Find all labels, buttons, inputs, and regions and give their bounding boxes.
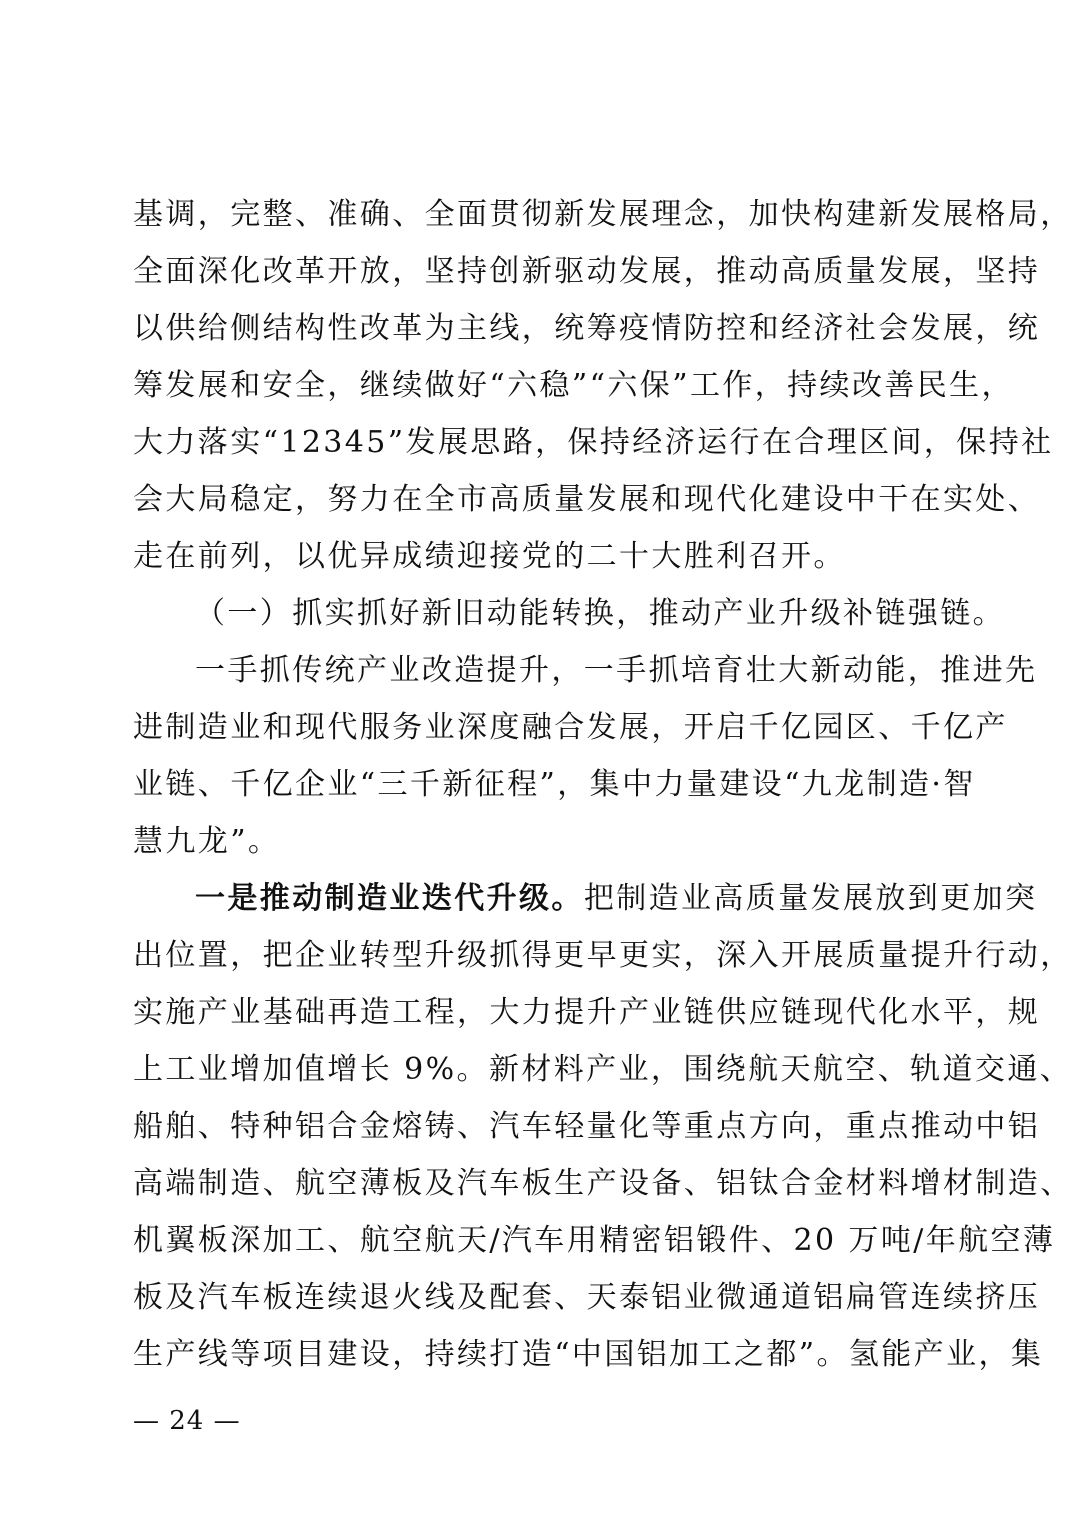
text-line: 出位置，把企业转型升级抓得更早更实，深入开展质量提升行动，: [133, 938, 1073, 973]
text-line: 业链、千亿企业“三千新征程”，集中力量建设“九龙制造·智: [133, 767, 976, 802]
text-line: 进制造业和现代服务业深度融合发展，开启千亿园区、千亿产: [133, 710, 1008, 745]
text-line: 慧九龙”。: [133, 824, 281, 859]
text-line: 大力落实“12345”发展思路，保持经济运行在合理区间，保持社: [133, 425, 1054, 460]
text-line: 以供给侧结构性改革为主线，统筹疫情防控和经济社会发展，统: [133, 311, 1041, 346]
text-line: 走在前列，以优异成绩迎接党的二十大胜利召开。: [133, 539, 846, 574]
text-line: 高端制造、航空薄板及汽车板生产设备、铝钛合金材料增材制造、: [133, 1166, 1073, 1201]
text-line: 基调，完整、准确、全面贯彻新发展理念，加快构建新发展格局，: [133, 197, 1073, 232]
text-line: 船舶、特种铝合金熔铸、汽车轻量化等重点方向，重点推动中铝: [133, 1109, 1041, 1144]
section-heading: （一）抓实抓好新旧动能转换，推动产业升级补链强链。: [195, 596, 1005, 631]
text-line: 板及汽车板连续退火线及配套、天泰铝业微通道铝扁管连续挤压: [133, 1280, 1041, 1315]
text-line: 全面深化改革开放，坚持创新驱动发展，推动高质量发展，坚持: [133, 254, 1041, 289]
text-line: 生产线等项目建设，持续打造“中国铝加工之都”。氢能产业，集: [133, 1337, 1044, 1372]
text-line: 会大局稳定，努力在全市高质量发展和现代化建设中干在实处、: [133, 482, 1041, 517]
text-line: 筹发展和安全，继续做好“六稳”“六保”工作，持续改善民生，: [133, 368, 1014, 403]
bold-lead: 一是推动制造业迭代升级。: [195, 881, 584, 916]
page-number: — 24 —: [133, 1406, 241, 1436]
text-line: 一手抓传统产业改造提升，一手抓培育壮大新动能，推进先: [195, 653, 1038, 688]
text-line: 上工业增加值增长 9%。新材料产业，围绕航天航空、轨道交通、: [133, 1052, 1073, 1087]
text-line: 机翼板深加工、航空航天/汽车用精密铝锻件、20 万吨/年航空薄: [133, 1223, 1056, 1258]
text-line: [133, 870, 1038, 927]
body-text: [133, 186, 1073, 1383]
text-line-rest: 把制造业高质量发展放到更加突: [583, 881, 1038, 916]
text-line: 实施产业基础再造工程，大力提升产业链供应链现代化水平，规: [133, 995, 1041, 1030]
